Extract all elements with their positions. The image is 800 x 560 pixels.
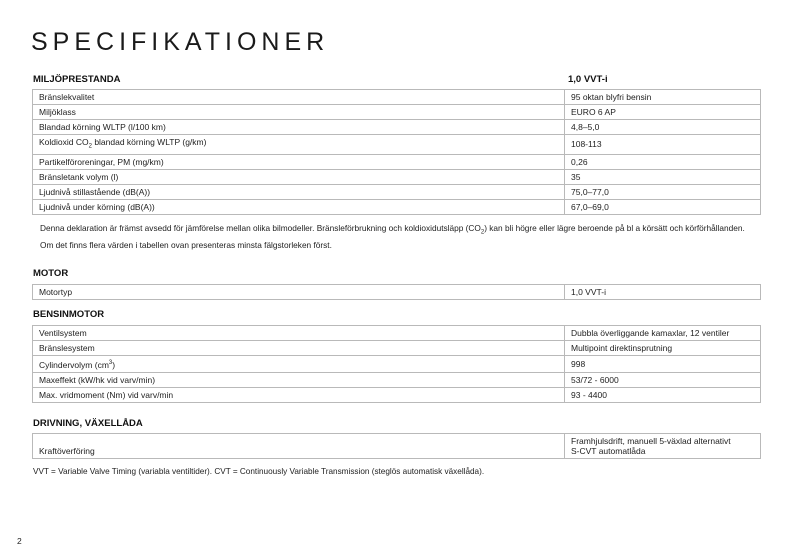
drivetrain-heading: DRIVNING, VÄXELLÅDA (33, 418, 143, 429)
row-label: Motortyp (33, 285, 565, 300)
drivetrain-table (32, 433, 761, 459)
table-row (33, 285, 761, 300)
page-title: SPECIFIKATIONER (31, 28, 330, 56)
row-label-text: Koldioxid CO (39, 137, 89, 147)
subscript-2: 2 (480, 229, 485, 236)
row-value: 35 (565, 169, 761, 184)
row-label (33, 356, 565, 373)
motor-heading: MOTOR (33, 268, 69, 279)
row-label-text: ) (112, 359, 116, 370)
petrol-engine-heading: BENSINMOTOR (33, 309, 105, 320)
row-label: Kraftöverföring (33, 434, 565, 459)
table-row (33, 387, 761, 402)
row-value: 108-113 (565, 135, 761, 155)
row-label (33, 135, 565, 155)
page-number: 2 (17, 536, 22, 546)
petrol-engine-section-heading (33, 309, 760, 320)
row-value: EURO 6 AP (565, 105, 761, 120)
row-label: Max. vridmoment (Nm) vid varv/min (33, 387, 565, 402)
row-label-text: blandad körning WLTP (g/km) (91, 137, 207, 147)
table-row (33, 169, 761, 184)
row-label-text: Cylindervolym (cm (39, 359, 109, 370)
row-value: 67,0–69,0 (565, 199, 761, 214)
row-value: 998 (565, 356, 761, 373)
table-row (33, 90, 761, 105)
row-value: 1,0 VVT-i (565, 285, 761, 300)
row-label: Blandad körning WLTP (l/100 km) (33, 120, 565, 135)
table-row (33, 184, 761, 199)
row-value: 75,0–77,0 (565, 184, 761, 199)
environment-table (32, 89, 761, 215)
table-row (33, 356, 761, 373)
row-value-line: S-CVT automatlåda (571, 446, 646, 456)
environment-section-heading (33, 74, 760, 85)
table-row (33, 105, 761, 120)
superscript-3: 3 (108, 360, 113, 366)
table-row (33, 120, 761, 135)
row-value: 0,26 (565, 154, 761, 169)
table-row (33, 199, 761, 214)
motor-table (32, 284, 761, 300)
table-row (33, 434, 761, 459)
row-value: 4,8–5,0 (565, 120, 761, 135)
row-label: Ljudnivå under körning (dB(A)) (33, 199, 565, 214)
row-value: 93 - 4400 (565, 387, 761, 402)
table-row (33, 372, 761, 387)
note-text: Denna deklaration är främst avsedd för jämförelse mellan olika bilmodeller. Bränsleförbrukning och koldioxidutsläpp (CO (40, 223, 481, 233)
row-label: Bränsletank volym (l) (33, 169, 565, 184)
footnote: VVT = Variable Valve Timing (variabla ventiltider). CVT = Continuously Variable Transmission (steglös automatisk växellåda). (33, 467, 485, 476)
environment-column-label: 1,0 VVT-i (568, 74, 608, 85)
row-value-line: Framhjulsdrift, manuell 5-växlad alternativt (571, 436, 731, 446)
row-label: Ventilsystem (33, 326, 565, 341)
table-row (33, 154, 761, 169)
row-value: Dubbla överliggande kamaxlar, 12 ventiler (565, 326, 761, 341)
note-text: ) kan bli högre eller lägre beroende på bl a körsätt och körförhållanden. Om det finns flera värden i tabellen ovan presenteras minsta fälgstorleken först. (40, 223, 745, 250)
row-label: Bränslesystem (33, 341, 565, 356)
environment-note (40, 222, 760, 251)
table-row (33, 135, 761, 155)
petrol-engine-table (32, 325, 761, 403)
motor-section-heading (33, 268, 760, 279)
row-value: 95 oktan blyfri bensin (565, 90, 761, 105)
row-label: Maxeffekt (kW/hk vid varv/min) (33, 372, 565, 387)
row-value: 53/72 - 6000 (565, 372, 761, 387)
drivetrain-section-heading (33, 418, 760, 429)
subscript-2: 2 (88, 143, 92, 150)
table-row (33, 326, 761, 341)
environment-heading: MILJÖPRESTANDA (33, 74, 121, 85)
row-label: Partikelföroreningar, PM (mg/km) (33, 154, 565, 169)
row-label: Bränslekvalitet (33, 90, 565, 105)
row-value (565, 434, 761, 459)
row-value: Multipoint direktinsprutning (565, 341, 761, 356)
row-label: Ljudnivå stillastående (dB(A)) (33, 184, 565, 199)
table-row (33, 341, 761, 356)
row-label: Miljöklass (33, 105, 565, 120)
